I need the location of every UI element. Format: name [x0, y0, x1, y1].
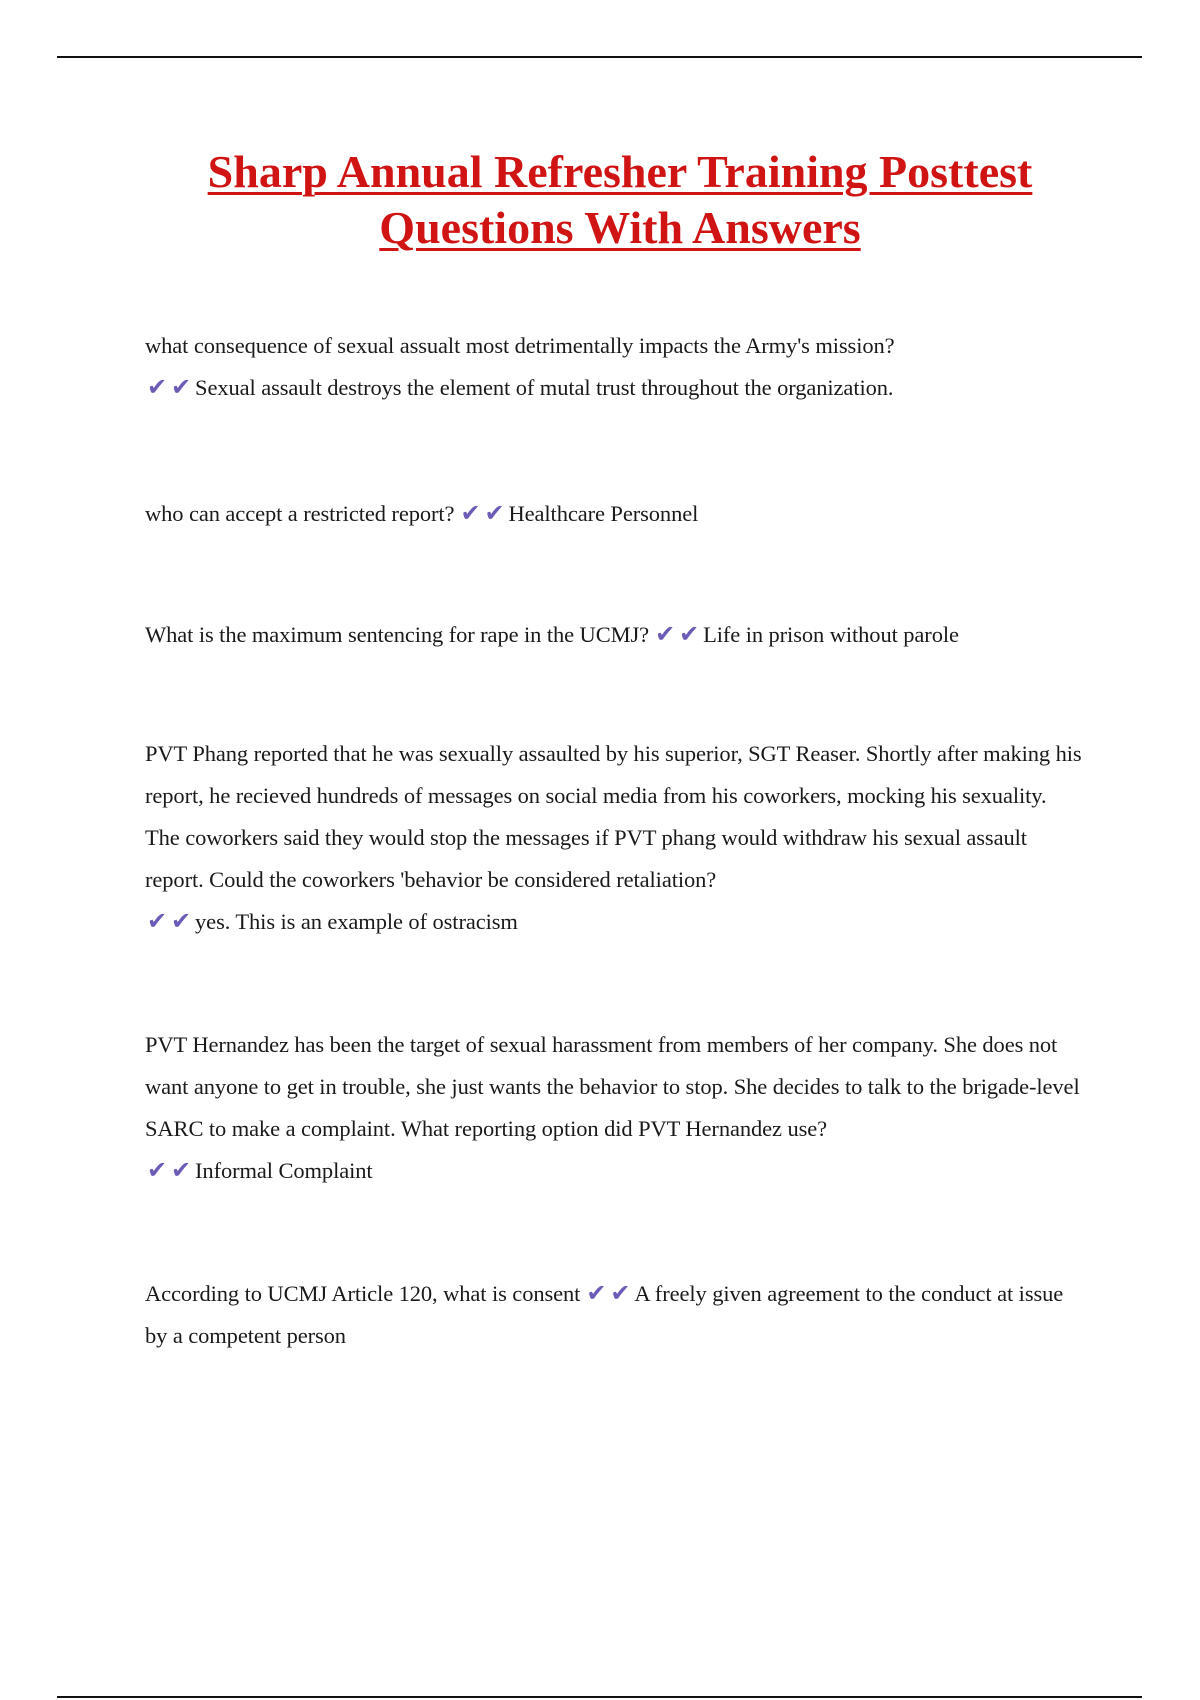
- answer-text: Informal Complaint: [195, 1158, 373, 1183]
- answer-text: Healthcare Personnel: [508, 501, 699, 526]
- qa-item-1: [145, 325, 1085, 409]
- check-icon: ✔: [171, 373, 192, 401]
- answer-text: yes. This is an example of ostracism: [195, 909, 518, 934]
- answer-marker: [147, 1150, 195, 1192]
- bottom-rule: [57, 1696, 1142, 1698]
- check-icon: ✔: [147, 1156, 168, 1184]
- qa-item-5: [145, 1024, 1085, 1192]
- answer-marker: [147, 901, 195, 943]
- top-rule: [57, 56, 1142, 58]
- check-icon: ✔: [460, 499, 481, 527]
- check-icon: ✔: [586, 1279, 607, 1307]
- check-icon: ✔: [655, 620, 676, 648]
- document-title: Sharp Annual Refresher Training Posttest Questions With Answers: [207, 146, 1033, 253]
- check-icon: ✔: [610, 1279, 631, 1307]
- qa-item-2: [145, 493, 1085, 535]
- answer-marker: [586, 1273, 634, 1315]
- answer-marker: [460, 493, 508, 535]
- question-text: PVT Hernandez has been the target of sexual harassment from members of her company. She does not want anyone to get in trouble, she just wants the behavior to stop. She decides to talk to the brigade-level SARC to make a complaint. What reporting option did PVT Hernandez use?: [145, 1032, 1080, 1141]
- question-text: According to UCMJ Article 120, what is consent: [145, 1281, 581, 1306]
- qa-item-3: [145, 614, 1085, 656]
- qa-item-4: [145, 733, 1085, 943]
- question-text: What is the maximum sentencing for rape in the UCMJ?: [145, 622, 650, 647]
- answer-marker: [655, 614, 703, 656]
- check-icon: ✔: [484, 499, 505, 527]
- answer-marker: [147, 367, 195, 409]
- answer-text: Life in prison without parole: [703, 622, 959, 647]
- qa-item-6: [145, 1273, 1085, 1357]
- question-text: PVT Phang reported that he was sexually assaulted by his superior, SGT Reaser. Shortly after making his report, he recieved hundreds of messages on social media from his coworkers, mocking his sexuality. The coworkers said they would stop the messages if PVT phang would withdraw his sexual assault report. Could the coworkers 'behavior be considered retaliation?: [145, 741, 1082, 892]
- question-text: who can accept a restricted report?: [145, 501, 455, 526]
- check-icon: ✔: [147, 907, 168, 935]
- question-text: what consequence of sexual assualt most detrimentally impacts the Army's mission?: [145, 333, 895, 358]
- check-icon: ✔: [171, 1156, 192, 1184]
- check-icon: ✔: [147, 373, 168, 401]
- answer-text: A freely given agreement to the conduct at issue by a competent person: [145, 1281, 1064, 1348]
- answer-text: Sexual assault destroys the element of mutal trust throughout the organization.: [195, 375, 894, 400]
- check-icon: ✔: [679, 620, 700, 648]
- check-icon: ✔: [171, 907, 192, 935]
